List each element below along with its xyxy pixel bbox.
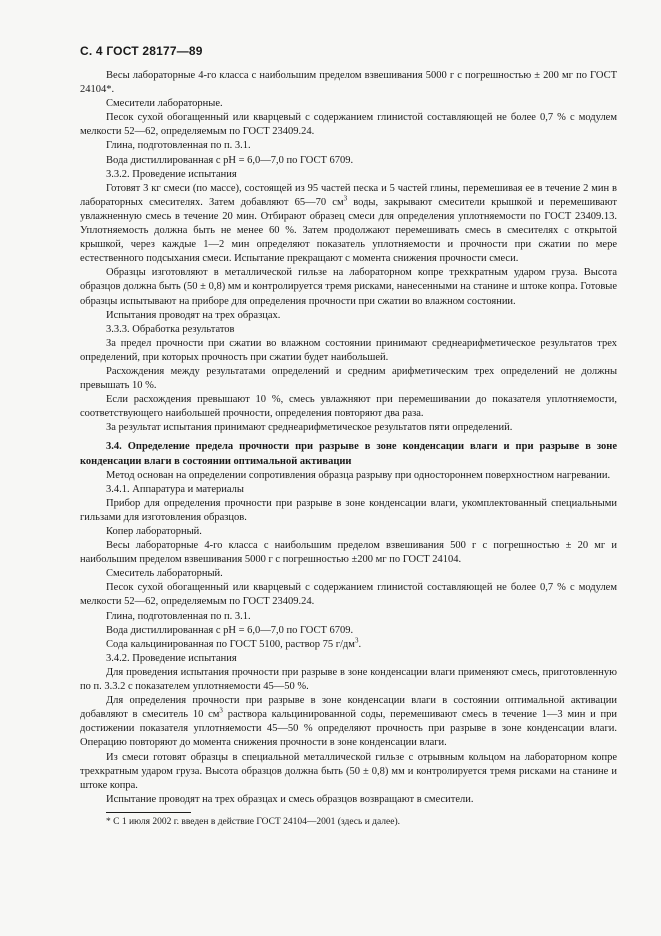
paragraph <box>80 793 617 807</box>
paragraph-text: 3.4. Определение предела прочности при разрыве в зоне конденсации влаги и при разрыве в зоне конденсации влаги в состоянии оптимальной активации <box>80 441 617 467</box>
document-body <box>80 69 617 807</box>
paragraph <box>80 182 617 267</box>
paragraph-text: Образцы изготовляют в металлической гильзе на лабораторном копре трехкратным ударом груза. Высота образцов должна быть (50 ± 0,8) мм и контролируется тремя рисками, нанесенными на станине и штоке копра. Готовые образцы испытывают на приборе для определения прочности при сжатии во влажном состоянии. <box>80 267 617 307</box>
paragraph-text: Расхождения между результатами определений и средним арифметическим трех определений не должны превышать 10 %. <box>80 365 617 392</box>
paragraph <box>80 97 617 111</box>
paragraph <box>80 624 617 638</box>
paragraph-text: Песок сухой обогащенный или кварцевый с содержанием глинистой составляющей не более 0,7 % с модулем мелкости 52—62, определяемым по ГОСТ 23409.24. <box>80 112 617 138</box>
paragraph <box>80 751 617 793</box>
paragraph-text: Испытание проводят на трех образцах и смесь образцов возвращают в смесители. <box>106 793 474 805</box>
page-header: С. 4 ГОСТ 28177—89 <box>80 44 203 58</box>
paragraph-text: 3.4.1. Аппаратура и материалы <box>106 483 244 495</box>
paragraph-text: Прибор для определения прочности при разрыве в зоне конденсации влаги, укомплектованный специальными гильзами для изготовления образцов. <box>80 497 617 523</box>
paragraph <box>80 497 617 525</box>
footnote: * С 1 июля 2002 г. введен в действие ГОСТ 24104—2001 (здесь и далее). <box>106 816 401 827</box>
paragraph-text: Глина, подготовленная по п. 3.1. <box>106 140 251 152</box>
paragraph <box>80 323 617 337</box>
paragraph-text: Для проведения испытания прочности при разрыве в зоне конденсации влаги применяют смесь, приготовленную по п. 3.3.2 с показателем уплотняемости 45—50 %. <box>80 666 617 693</box>
paragraph-text: . <box>358 638 362 650</box>
paragraph <box>80 266 617 308</box>
paragraph <box>80 393 617 421</box>
paragraph <box>80 652 617 666</box>
paragraph <box>80 666 617 694</box>
paragraph-text: 3.4.2. Проведение испытания <box>106 652 237 664</box>
paragraph-text: Метод основан на определении сопротивления образца разрыву при одностороннем поверхностном нагревании. <box>106 469 611 481</box>
paragraph <box>80 111 617 139</box>
paragraph-text: Вода дистиллированная с pH = 6,0—7,0 по ГОСТ 6709. <box>106 154 354 166</box>
paragraph-text: Весы лабораторные 4-го класса с наибольшим пределом взвешивания 5000 г с погрешностью ± 200 мг по ГОСТ 24104*. <box>80 70 617 96</box>
footnote-rule <box>106 812 191 813</box>
paragraph-text: Сода кальцинированная по ГОСТ 5100, раствор 75 г/дм <box>106 638 355 650</box>
paragraph <box>80 421 617 435</box>
paragraph <box>80 154 617 168</box>
paragraph <box>80 69 617 97</box>
paragraph <box>80 567 617 581</box>
paragraph-text: 3.3.3. Обработка результатов <box>106 323 235 335</box>
paragraph-text: Смеситель лабораторный. <box>106 568 223 580</box>
paragraph-text: Из смеси готовят образцы в специальной металлической гильзе с отрывным кольцом на лабораторном копре трехкратным ударом груза. Высота образцов должна быть (50 ± 0,8) мм и контролируется тремя рисками на станине и штоке копра. <box>80 751 617 791</box>
paragraph <box>80 337 617 365</box>
superscript: 3 <box>354 636 359 645</box>
paragraph <box>80 309 617 323</box>
paragraph-text: Копер лабораторный. <box>106 526 202 537</box>
paragraph-text: Смесители лабораторные. <box>106 98 223 110</box>
paragraph <box>80 694 617 750</box>
paragraph-text: Песок сухой обогащенный или кварцевый с содержанием глинистой составляющей не более 0,7 % с модулем мелкости 52—62, определяемым по ГОСТ 23409.24. <box>80 582 617 608</box>
paragraph-text: Глина, подготовленная по п. 3.1. <box>106 610 251 622</box>
superscript: 3 <box>343 194 348 203</box>
paragraph <box>80 139 617 153</box>
paragraph <box>80 525 617 539</box>
paragraph-text: 3.3.2. Проведение испытания <box>106 168 237 180</box>
paragraph <box>80 581 617 609</box>
paragraph-text: Весы лабораторные 4-го класса с наибольшим пределом взвешивания 500 г с погрешностью ± 20 мг и наибольшим пределом взвешивания 5000 г с погрешностью ±200 мг по ГОСТ 24104. <box>80 540 617 566</box>
paragraph-text: За результат испытания принимают среднеарифметическое результатов пяти определений. <box>106 422 513 434</box>
paragraph <box>80 469 617 483</box>
paragraph-text: Если расхождения превышают 10 %, смесь увлажняют при перемешивании до показателя уплотняемости, соответствующего наибольшей прочности, определения повторяют два раза. <box>80 394 617 420</box>
paragraph-text: Готовят 3 кг смеси (по массе), состоящей из 95 частей песка и 5 частей глины, перемешивая ее в течение 2 мин в лабораторных смесителях. Затем добавляют 65—70 см <box>80 182 617 208</box>
paragraph-text: раствора кальцинированной соды, перемешивают смесь в течение 1—3 мин и при достижении показателя уплотняемости 45—50 % определяют прочность при разрыве в зоне конденсации влаги. Операцию повторяют до момента снижения прочности в зоне конденсации влаги. <box>80 709 617 749</box>
paragraph <box>80 638 617 652</box>
paragraph-text: Для определения прочности при разрыве в зоне конденсации влаги в состоянии оптимальной активации добавляют в смеситель 10 см <box>80 695 617 721</box>
paragraph <box>80 365 617 393</box>
superscript: 3 <box>219 706 223 715</box>
paragraph-text: Испытания проводят на трех образцах. <box>106 309 281 321</box>
paragraph-text: воды, закрывают смесители крышкой и перемешивают увлажненную смесь в течение 20 мин. Отбирают образец смеси для определения уплотняемости по ГОСТ 23409.13. Уплотняемость должна быть не менее 60 %. Затем продолжают перемешивать смесь в смесителях с открытой крышкой, через каждые 1—2 мин определяют показатель уплотняемости и прочности при сжатии по мере естественного подсыхания смеси. Испытание прекращают с момента снижения прочности смеси. <box>80 196 617 265</box>
paragraph-text: Вода дистиллированная с pH = 6,0—7,0 по ГОСТ 6709. <box>106 624 354 636</box>
paragraph <box>80 610 617 624</box>
paragraph <box>80 483 617 497</box>
paragraph <box>80 539 617 567</box>
paragraph <box>80 168 617 182</box>
paragraph <box>80 440 617 468</box>
paragraph-text: За предел прочности при сжатии во влажном состоянии принимают среднеарифметическое результатов трех определений, при которых прочность при сжатии будет наибольшей. <box>80 337 617 363</box>
